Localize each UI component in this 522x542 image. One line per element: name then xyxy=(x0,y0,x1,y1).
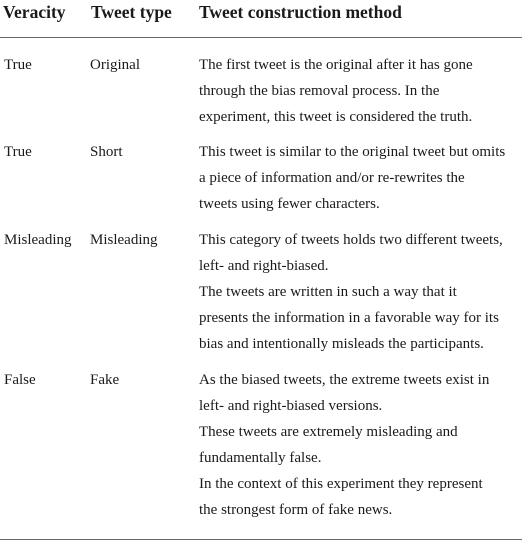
veracity-cell: True xyxy=(4,144,32,160)
header-tweet-type: Tweet type xyxy=(88,0,199,38)
method-line: In the context of this experiment they represent xyxy=(199,476,483,492)
method-line: presents the information in a favorable way for its xyxy=(199,310,499,326)
header-veracity: Veracity xyxy=(0,0,88,38)
table-header-row xyxy=(0,0,522,38)
table-row xyxy=(0,357,522,523)
method-cell xyxy=(199,357,522,523)
tweet-type-cell: Misleading xyxy=(90,232,158,248)
tweet-type-cell: Original xyxy=(90,57,140,73)
method-line: left- and right-biased versions. xyxy=(199,398,383,414)
method-cell xyxy=(199,217,522,357)
tweet-type-cell: Short xyxy=(90,144,123,160)
veracity-cell: True xyxy=(4,57,32,73)
veracity-cell: False xyxy=(4,372,36,388)
method-cell xyxy=(199,130,522,217)
method-line: fundamentally false. xyxy=(199,450,322,466)
method-line: bias and intentionally misleads the participants. xyxy=(199,336,484,352)
header-construction-method: Tweet construction method xyxy=(199,0,522,38)
method-line: left- and right-biased. xyxy=(199,258,329,274)
method-cell xyxy=(199,38,522,131)
method-line: a piece of information and/or re-rewrites the xyxy=(199,170,465,186)
method-line: These tweets are extremely misleading and xyxy=(199,424,458,440)
method-line: This category of tweets holds two different tweets, xyxy=(199,232,503,248)
method-line: The first tweet is the original after it has gone xyxy=(199,57,473,73)
table-bottom-rule xyxy=(0,539,522,540)
veracity-cell: Misleading xyxy=(4,232,72,248)
table-row xyxy=(0,38,522,131)
method-line: experiment, this tweet is considered the truth. xyxy=(199,109,473,125)
table-row xyxy=(0,217,522,357)
method-line: The tweets are written in such a way that it xyxy=(199,284,457,300)
tweet-type-cell: Fake xyxy=(90,372,120,388)
table-row xyxy=(0,130,522,217)
method-line: the strongest form of fake news. xyxy=(199,502,393,518)
method-line: through the bias removal process. In the xyxy=(199,83,440,99)
method-line: As the biased tweets, the extreme tweets exist in xyxy=(199,372,490,388)
method-line: tweets using fewer characters. xyxy=(199,196,380,212)
method-line: This tweet is similar to the original tweet but omits xyxy=(199,144,506,160)
